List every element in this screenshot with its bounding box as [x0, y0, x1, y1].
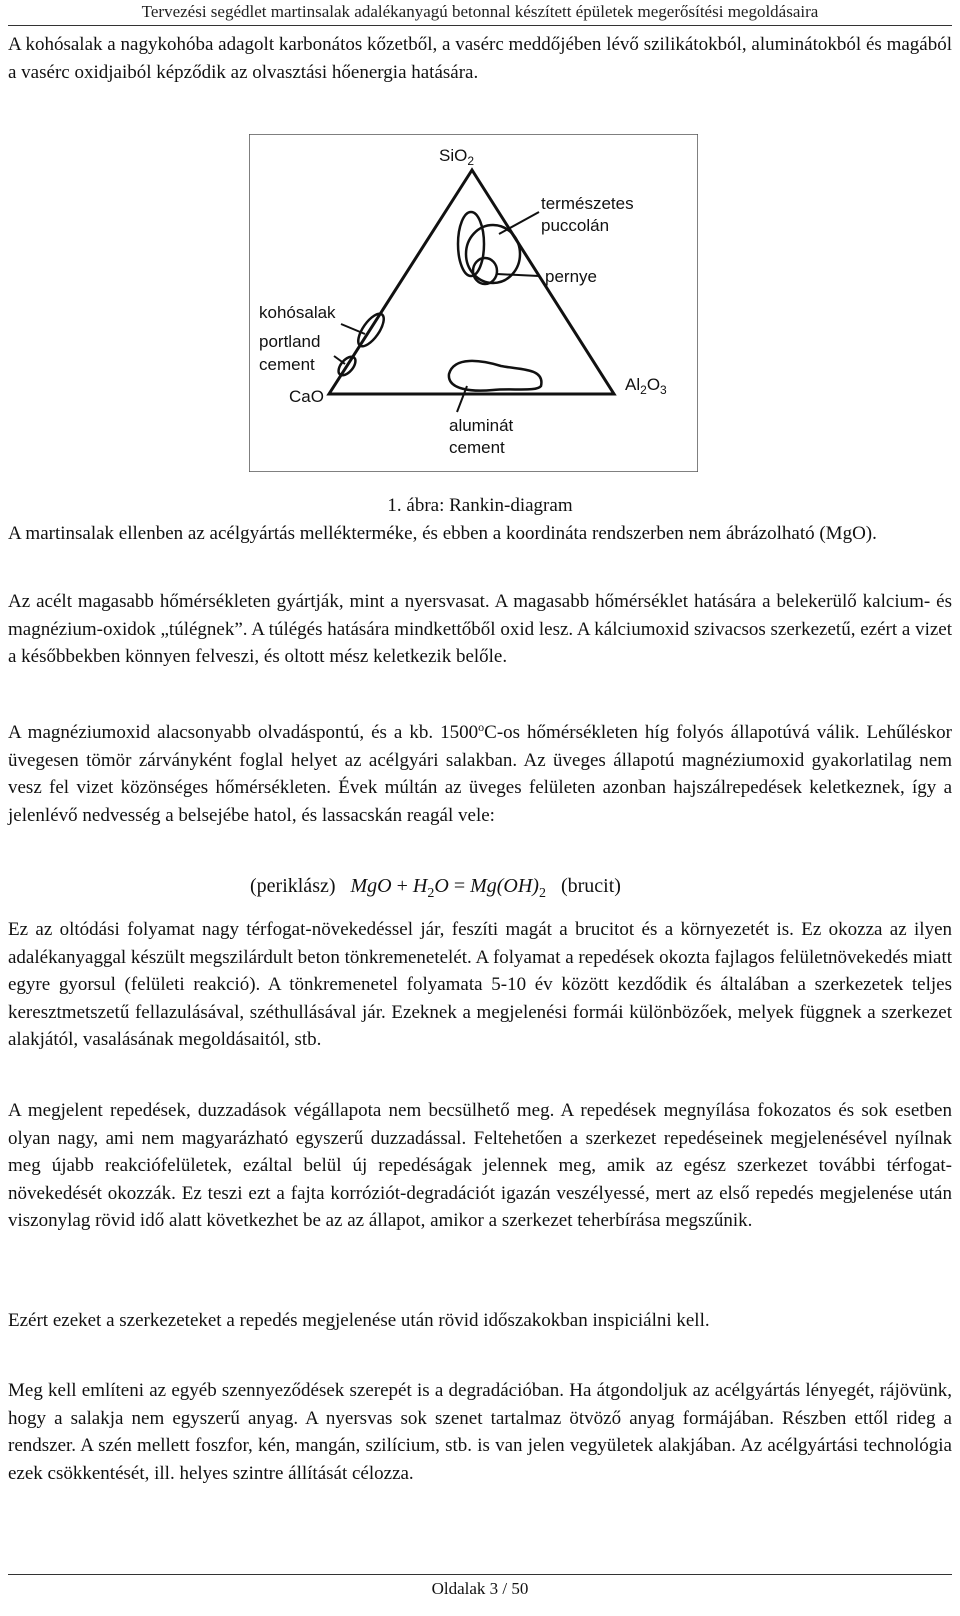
figure-caption: 1. ábra: Rankin-diagram [387, 495, 573, 516]
rankin-diagram [249, 134, 698, 472]
label-portland-1: portland [259, 332, 321, 351]
footer-divider [8, 1574, 952, 1575]
paragraph-overburning: Az acélt magasabb hőmérsékleten gyártják, mint a nyersvasat. A magasabb hőmérséklet hatására a belekerülő kalcium- és magnézium-oxidok „túlégnek”. A túlégés hatására mindkettőből oxid lesz. A kálciumoxid szivacsos szerkezetű, ezért a vizet a későbbekben könnyen felveszi, és oltott mész keletkezik belőle. [8, 591, 952, 667]
page-number: Oldalak 3 / 50 [431, 1579, 529, 1598]
page-header [0, 0, 960, 26]
paragraph-magnesium-oxide: A magnéziumoxid alacsonyabb olvadáspontú, és a kb. 1500$^o$C-os hőmérsékleten híg folyós állapotúvá válik. Lehűléskor üvegesen tömör zárványként foglal helyet az acélgyári salakban. Az üveges állapotú magnéziumoxid gyakorlatilag nem vesz fel vizet közönséges hőmérsékleten. Évek múltán az üveges felületen azonban hajszálrepedések keletkeznek, így a jelenlévő nedvesség a belsejébe hatol, és lassacskán reagál vele: [8, 720, 953, 826]
label-aluminate-1: aluminát [449, 416, 514, 435]
paragraph-slag-origin: A kohósalak a nagykohóba adagolt karbonátos kőzetből, a vasérc meddőjében lévő szilikátokból, aluminátokból és magából a vasérc oxidjaiból képződik az olvasztási hőenergia hatására. [8, 34, 952, 83]
vertex-cao-label: CaO [289, 387, 324, 406]
paragraph-cracks: A megjelent repedések, duzzadások végállapota nem becsülhető meg. A repedések megnyílása fokozatos és sok esetben olyan nagy, ami nem magyarázható egyszerű duzzadással. Feltehetően a szerkezet repedéseinek megjelenésével nyílnak meg újabb reakciófelületek, ezáltal belül új repedéságak jelennek meg, amik az egész szerkezet további térfogat-növekedését okozzák. Ez teszi ezt a fajta korróziót-degradációt igazán veszélyessé, mert az első repedés megjelenése után viszonylag rövid idő alatt következhet be az az állapot, amikor a szerkezet teherbírása megszűnik. [8, 1100, 952, 1231]
label-natural-pozzolan-2: puccolán [541, 216, 610, 235]
vertex-sio2-label: SiO$_2$ [439, 146, 475, 168]
label-slag: kohósalak [259, 303, 336, 322]
header-title: Tervezési segédlet martinsalak adalékanyagú betonnal készített épületek megerősítési megoldásaira [141, 2, 819, 21]
label-aluminate-2: cement [449, 438, 505, 457]
label-fly-ash: pernye [545, 267, 597, 286]
page-footer [0, 1578, 960, 1600]
equation-right-label: (brucit) [560, 875, 621, 897]
paragraph-slaking-process: Ez az oltódási folyamat nagy térfogat-növekedéssel jár, feszíti magát a brucitot és a környezetét is. Ez okozza az ilyen adalékanyaggal készült megszilárdult beton tönkremenetelét. A folyamat a repedések okozta fajlagos felületnövekedés miatt egyre gyorsul (felületi reakció). A tönkremenetel folyamata 5-10 év között kezdődik és általában a szerkezetek teljes keresztmetszetű fellazulásával, széthullásával jár. Ezeknek a megjelenési formái különbözőek, melyek függnek a szerkezet alakjától, vasalásának megoldásaitól, stb. [8, 919, 952, 1050]
paragraph-inspection: Ezért ezeket a szerkezeteket a repedés megjelenése után rövid időszakokban inspiciálni kell. [8, 1310, 710, 1331]
rankin-diagram-figure [249, 134, 698, 472]
label-portland-2: cement [259, 355, 315, 374]
equation-formula: MgO + $H_2O = Mg(OH)_2$ [350, 875, 546, 901]
paragraph-martin-slag: A martinsalak ellenben az acélgyártás mellékterméke, és ebben a koordináta rendszerben nem ábrázolható (MgO). [8, 523, 877, 544]
equation-left-label: (periklász) [250, 875, 336, 897]
label-natural-pozzolan-1: természetes [541, 194, 634, 213]
reaction-equation [250, 871, 621, 909]
header-divider [8, 25, 952, 26]
vertex-al2o3-label: $Al_2O_3$ [625, 375, 667, 397]
paragraph-impurities: Meg kell említeni az egyéb szennyeződések szerepét is a degradációban. Ha átgondoljuk az acélgyártás lényegét, rájövünk, hogy a salakja nem egyszerű anyag. A nyersvas sok szenet tartalmaz ötvöző anyag formájában. Részben ettől rideg a rendszer. A szén mellett foszfor, kén, mangán, szilícium, stb. is van jelen vegyületek alakjában. Az acélgyártási technológia ezek csökkentését, ill. helyes szintre állítását célozza. [8, 1380, 952, 1484]
